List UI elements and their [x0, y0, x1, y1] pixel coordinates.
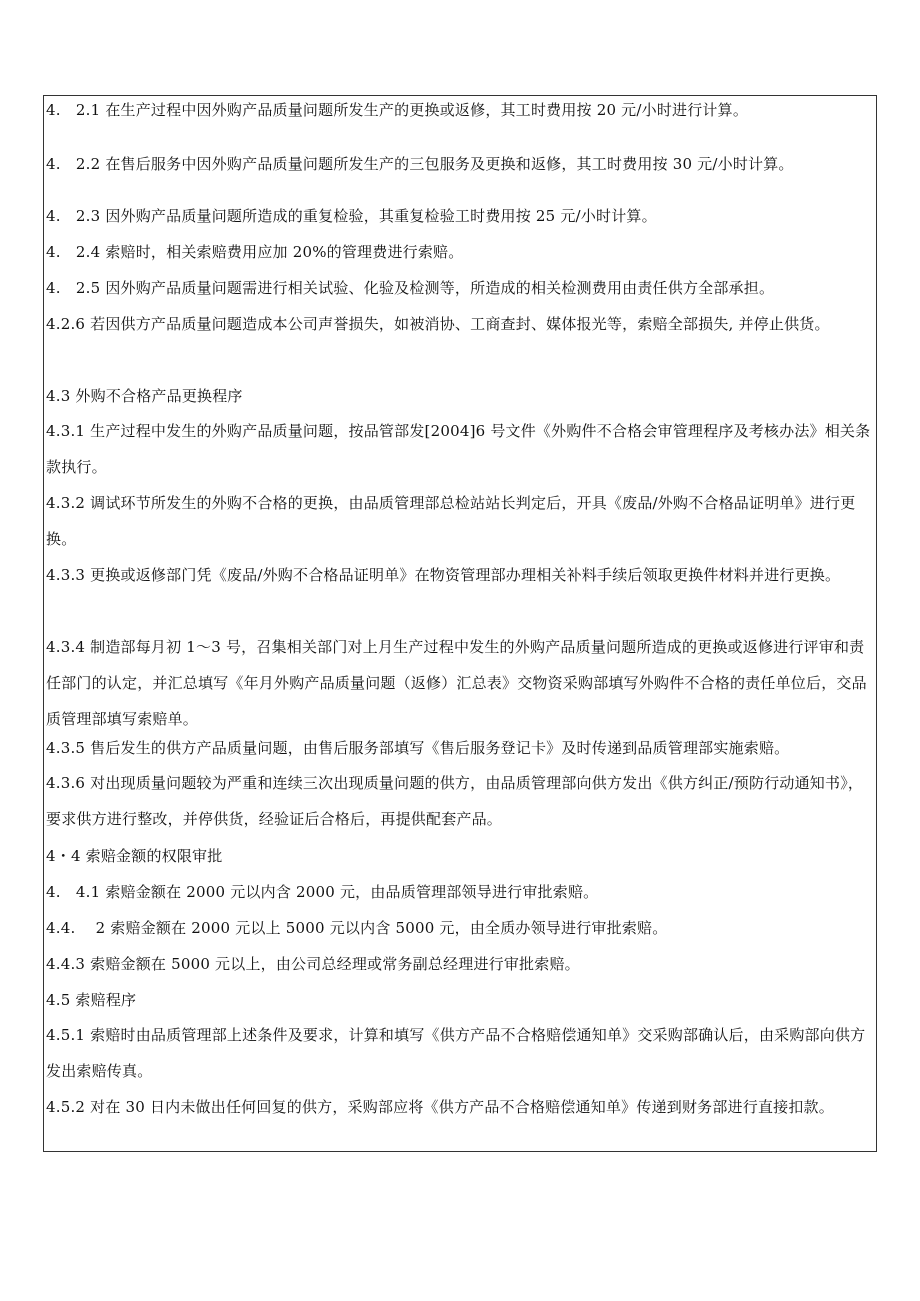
paragraph-4-4-1: 4. 4.1 索赔金额在 2000 元以内含 2000 元，由品质管理部领导进行审批索赔。: [46, 883, 599, 901]
paragraph-4-2-2: 4. 2.2 在售后服务中因外购产品质量问题所发生产的三包服务及更换和返修，其工时费用按 30 元/小时计算。: [46, 155, 794, 173]
paragraph-4-3-2: 4.3.2 调试环节所发生的外购不合格的更换，由品质管理部总检站站长判定后，开具《废品/外购不合格品证明单》进行更换。: [46, 494, 856, 548]
paragraph-4-2-4: 4. 2.4 索赔时，相关索赔费用应加 20%的管理费进行索赔。: [46, 243, 464, 261]
paragraph-4-3-3: 4.3.3 更换或返修部门凭《废品/外购不合格品证明单》在物资管理部办理相关补料手续后领取更换件材料并进行更换。: [46, 566, 841, 584]
paragraph-4-3-5: 4.3.5 售后发生的供方产品质量问题，由售后服务部填写《售后服务登记卡》及时传递到品质管理部实施索赔。: [46, 739, 790, 757]
paragraph-4-2-3: 4. 2.3 因外购产品质量问题所造成的重复检验，其重复检验工时费用按 25 元/小时计算。: [46, 207, 657, 225]
paragraph-4-2-1: 4. 2.1 在生产过程中因外购产品质量问题所发生产的更换或返修，其工时费用按 20 元/小时进行计算。: [46, 101, 749, 119]
paragraph-4-4-3: 4.4.3 索赔金额在 5000 元以上，由公司总经理或常务副总经理进行审批索赔。: [46, 955, 580, 973]
section-heading-4-4: 4・4 索赔金额的权限审批: [46, 847, 223, 865]
paragraph-4-3-6: 4.3.6 对出现质量问题较为严重和连续三次出现质量问题的供方，由品质管理部向供方发出《供方纠正/预防行动通知书》，要求供方进行整改，并停供货，经验证后合格后，再提供配套产品。: [46, 774, 864, 828]
paragraph-4-3-1: 4.3.1 生产过程中发生的外购产品质量问题，按品管部发[2004]6 号文件《外购件不合格会审管理程序及考核办法》相关条款执行。: [46, 422, 871, 476]
paragraph-4-5-1: 4.5.1 索赔时由品质管理部上述条件及要求，计算和填写《供方产品不合格赔偿通知单》交采购部确认后，由采购部向供方发出索赔传真。: [46, 1026, 866, 1080]
paragraph-4-5-2: 4.5.2 对在 30 日内未做出任何回复的供方，采购部应将《供方产品不合格赔偿通知单》传递到财务部进行直接扣款。: [46, 1098, 834, 1116]
paragraph-4-2-5: 4. 2.5 因外购产品质量问题需进行相关试验、化验及检测等，所造成的相关检测费用由责任供方全部承担。: [46, 279, 775, 297]
paragraph-4-3-4: 4.3.4 制造部每月初 1～3 号，召集相关部门对上月生产过程中发生的外购产品质量问题所造成的更换或返修进行评审和责任部门的认定，并汇总填写《年月外购产品质量问题（返修）汇总表》交物资采购部填写外购件不合格的责任单位后，交品质管理部填写索赔单。: [46, 638, 867, 728]
paragraph-4-2-6: 4.2.6 若因供方产品质量问题造成本公司声誉损失，如被消协、工商查封、媒体报光等，索赔全部损失, 并停止供货。: [46, 315, 830, 333]
paragraph-4-4-2: 4.4. 2 索赔金额在 2000 元以上 5000 元以内含 5000 元，由全质办领导进行审批索赔。: [46, 919, 668, 937]
section-heading-4-5: 4.5 索赔程序: [46, 991, 137, 1009]
section-heading-4-3: 4.3 外购不合格产品更换程序: [46, 387, 243, 405]
